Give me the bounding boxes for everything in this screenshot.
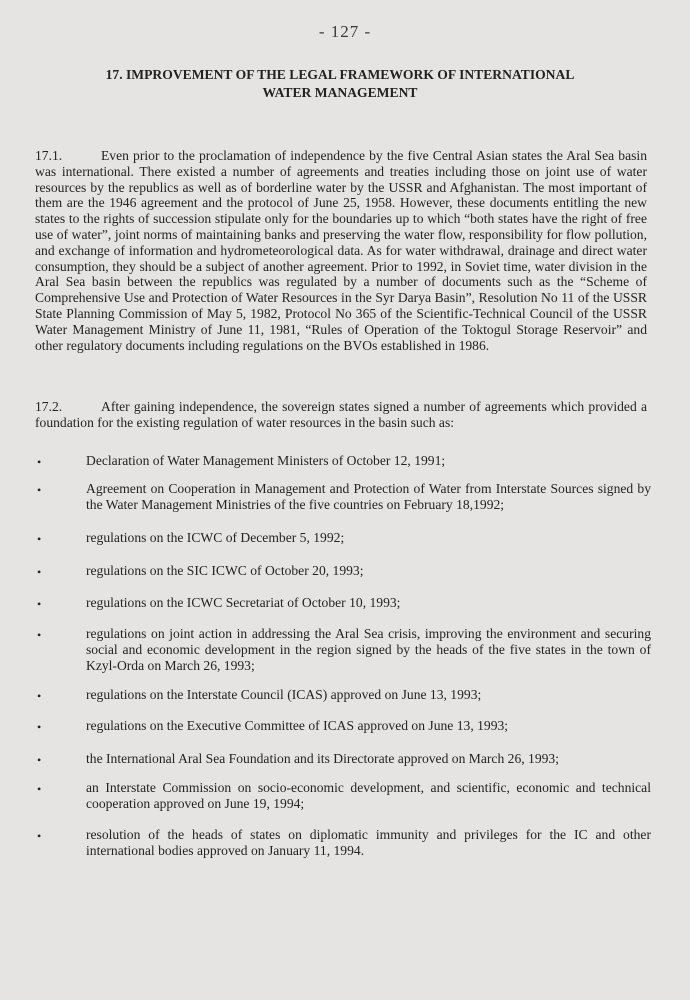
bullet-icon: • (37, 829, 42, 843)
bullet-icon: • (37, 720, 42, 734)
section-heading (40, 66, 640, 102)
bullet-icon: • (37, 455, 42, 469)
bullet-icon: • (37, 483, 42, 497)
list-item-text: an Interstate Commission on socio-economic development, and scientific, economic and technical cooperation approved on June 19, 1994; (86, 780, 651, 811)
list-item-text: regulations on the Interstate Council (ICAS) approved on June 13, 1993; (86, 687, 482, 702)
bullet-icon: • (37, 782, 42, 796)
paragraph-17-1 (35, 148, 647, 353)
paragraph-text: Even prior to the proclamation of independence by the five Central Asian states the Aral Sea basin was international. There existed a number of agreements and treaties including those on joint use of water resources by the republics as well as of borderline water by the USSR and Afghanistan. The most important of them are the 1946 agreement and the protocol of June 25, 1958. However, these documents entitling the new states to the rights of succession stipulate only for the boundaries up to which “both states have the right of free use of water”, joint norms of maintaining banks and preserving the water flow, responsibility for flow pollution, and exchange of information and hydrometeorological data. As for water withdrawal, drainage and direct water consumption, they should be a subject of another agreement. Prior to 1992, in Soviet time, water division in the Aral Sea basin between the republics was regulated by a number of documents such as the “Scheme of Comprehensive Use and Protection of Water Resources in the Syr Darya Basin”, Resolution No 11 of the USSR State Planning Commission of May 5, 1982, Protocol No 365 of the Scientific-Technical Council of the USSR Water Management Ministry of June 11, 1981, “Rules of Operation of the Toktogul Storage Reservoir” and other regulatory documents including regulations on the BVOs established in 1986. (35, 148, 647, 353)
paragraph-number: 17.2. (35, 399, 63, 414)
section-heading-line-2: WATER MANAGEMENT (262, 85, 418, 100)
section-heading-line-1: 17. IMPROVEMENT OF THE LEGAL FRAMEWORK OF INTERNATIONAL (105, 67, 575, 82)
paragraph-17-2 (35, 399, 647, 431)
page-number: - 127 - (318, 22, 372, 41)
bullet-icon: • (37, 565, 42, 579)
list-item-text: regulations on the ICWC Secretariat of October 10, 1993; (86, 595, 401, 610)
list-item-text: regulations on the ICWC of December 5, 1992; (86, 530, 345, 545)
list-item-text: Agreement on Cooperation in Management and Protection of Water from Interstate Sources signed by the Water Management Ministries of the five countries on February 18,1992; (86, 481, 651, 512)
bullet-icon: • (37, 628, 42, 642)
list-item-text: regulations on the Executive Committee of ICAS approved on June 13, 1993; (86, 718, 509, 733)
bullet-icon: • (37, 532, 42, 546)
paragraph-text: After gaining independence, the sovereign states signed a number of agreements which provided a foundation for the existing regulation of water resources in the basin such as: (35, 399, 647, 430)
list-item-text: Declaration of Water Management Ministers of October 12, 1991; (86, 453, 446, 468)
list-item-text: resolution of the heads of states on diplomatic immunity and privileges for the IC and other international bodies approved on January 11, 1994. (86, 827, 651, 858)
list-item-text: regulations on the SIC ICWC of October 20, 1993; (86, 563, 364, 578)
paragraph-number: 17.1. (35, 148, 63, 163)
list-item-text: regulations on joint action in addressing the Aral Sea crisis, improving the environment and securing social and economic development in the region signed by the heads of the five states in the town of Kzyl-Orda on March 26, 1993; (86, 626, 651, 673)
bullet-icon: • (37, 597, 42, 611)
list-item-text: the International Aral Sea Foundation and its Directorate approved on March 26, 1993; (86, 751, 560, 766)
bullet-icon: • (37, 753, 42, 767)
bullet-icon: • (37, 689, 42, 703)
